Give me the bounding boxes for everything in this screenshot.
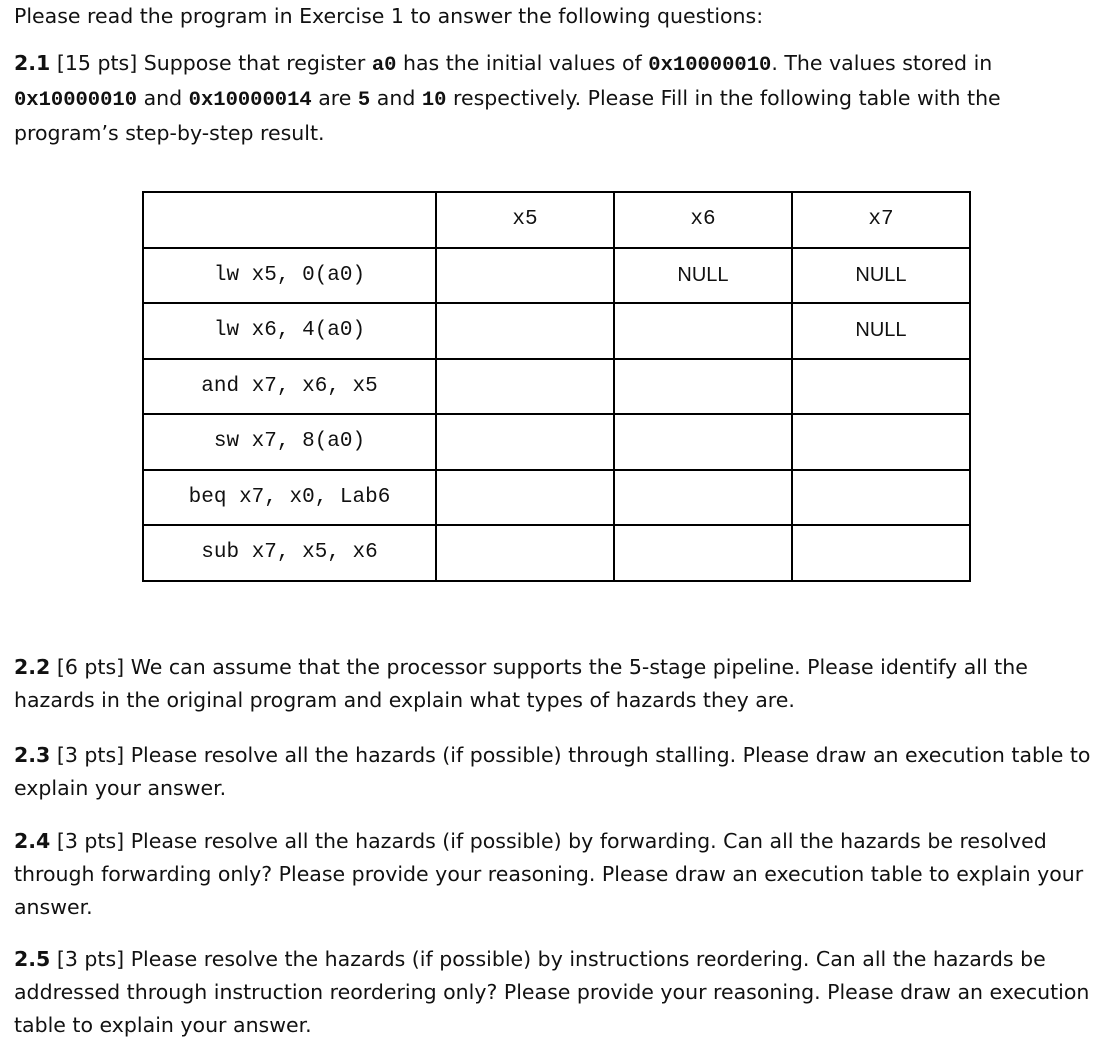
x6-cell[interactable] [614, 303, 792, 359]
question-2-2 [14, 651, 1094, 717]
q21-text-3: . The values stored in [771, 51, 993, 75]
q22-points: [6 pts] [56, 655, 125, 679]
x7-cell[interactable] [792, 359, 970, 415]
instruction-cell: and x7, x6, x5 [143, 359, 436, 415]
q21-address-2: 0x10000014 [188, 89, 312, 112]
table-row [143, 303, 970, 359]
q21-points: [15 pts] [56, 51, 138, 75]
q21-number: 2.1 [14, 51, 51, 75]
q21-address-1b: 0x10000010 [14, 89, 138, 112]
q21-register: a0 [371, 54, 397, 77]
header-x7: x7 [792, 192, 970, 248]
table-row [143, 470, 970, 526]
x5-cell[interactable] [436, 525, 614, 581]
x6-cell[interactable] [614, 414, 792, 470]
question-2-3 [14, 739, 1094, 805]
instruction-cell: lw x5, 0(a0) [143, 248, 436, 304]
q24-points: [3 pts] [56, 829, 125, 853]
x7-cell[interactable]: NULL [792, 303, 970, 359]
q24-text: Please resolve all the hazards (if possible) by forwarding. Can all the hazards be resolved through forwarding only? Please provide your reasoning. Please draw an execution table to explain your answer. [14, 829, 1084, 919]
execution-table [142, 191, 971, 582]
q21-text-4: and [143, 86, 183, 110]
x6-cell[interactable] [614, 525, 792, 581]
x7-cell[interactable]: NULL [792, 248, 970, 304]
x5-cell[interactable] [436, 359, 614, 415]
q22-text: We can assume that the processor supports the 5-stage pipeline. Please identify all the hazards in the original program and explain what types of hazards they are. [14, 655, 1028, 712]
q21-text-1: Suppose that register [143, 51, 366, 75]
x5-cell[interactable] [436, 470, 614, 526]
question-2-5 [14, 943, 1094, 1042]
q21-value-1: 5 [357, 89, 371, 112]
table-header-row [143, 192, 970, 248]
instruction-cell: sub x7, x5, x6 [143, 525, 436, 581]
question-2-1 [14, 47, 1094, 150]
q25-points: [3 pts] [56, 947, 125, 971]
question-2-4 [14, 825, 1094, 924]
q22-number: 2.2 [14, 655, 51, 679]
intro-text: Please read the program in Exercise 1 to answer the following questions: [14, 4, 764, 28]
x7-cell[interactable] [792, 470, 970, 526]
instruction-cell: lw x6, 4(a0) [143, 303, 436, 359]
x5-cell[interactable] [436, 414, 614, 470]
header-x5: x5 [436, 192, 614, 248]
q21-text-7: respectively. Please Fill in the following table with the program’s step-by-step result. [14, 86, 1001, 145]
q23-text: Please resolve all the hazards (if possible) through stalling. Please draw an execution table to explain your answer. [14, 743, 1091, 800]
x5-cell[interactable] [436, 248, 614, 304]
x6-cell[interactable] [614, 359, 792, 415]
x5-cell[interactable] [436, 303, 614, 359]
header-x6: x6 [614, 192, 792, 248]
x6-cell[interactable] [614, 470, 792, 526]
table-row [143, 414, 970, 470]
q21-address-1: 0x10000010 [648, 54, 772, 77]
q21-text-6: and [376, 86, 416, 110]
q23-number: 2.3 [14, 743, 51, 767]
q25-text: Please resolve the hazards (if possible) by instructions reordering. Can all the hazards be addressed through instruction reordering only? Please provide your reasoning. Please draw an execution table to explain your answer. [14, 947, 1090, 1037]
q21-text-2: has the initial values of [403, 51, 642, 75]
q23-points: [3 pts] [56, 743, 125, 767]
x7-cell[interactable] [792, 525, 970, 581]
instruction-cell: sw x7, 8(a0) [143, 414, 436, 470]
q24-number: 2.4 [14, 829, 51, 853]
table-row [143, 359, 970, 415]
table-row [143, 248, 970, 304]
q25-number: 2.5 [14, 947, 51, 971]
instruction-cell: beq x7, x0, Lab6 [143, 470, 436, 526]
x7-cell[interactable] [792, 414, 970, 470]
table-row [143, 525, 970, 581]
x6-cell[interactable]: NULL [614, 248, 792, 304]
q21-value-2: 10 [421, 89, 447, 112]
header-instruction [143, 192, 436, 248]
q21-text-5: are [318, 86, 352, 110]
